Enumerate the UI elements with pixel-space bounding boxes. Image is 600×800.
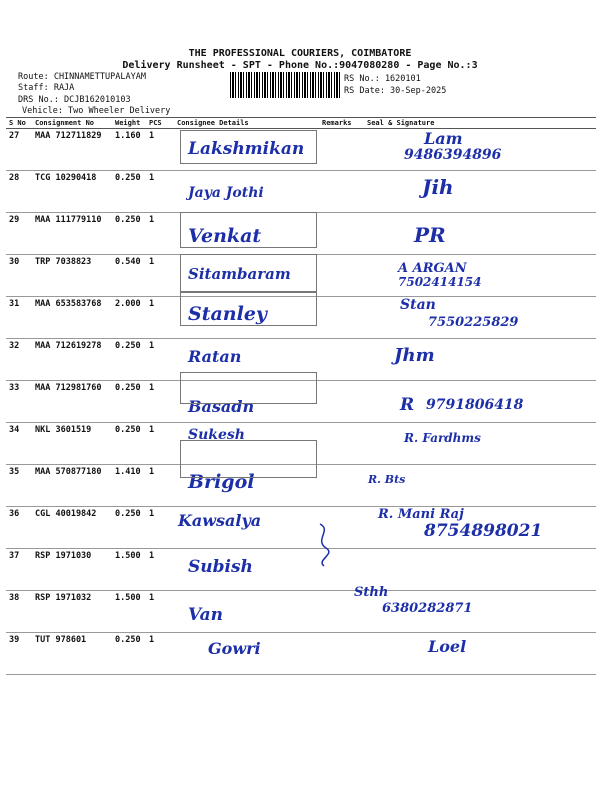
cell-consignee [174, 591, 319, 633]
col-seal: Seal & Signature [364, 118, 596, 129]
name-box [180, 372, 317, 404]
cell-pcs: 1 [146, 297, 174, 339]
cell-sno: 30 [6, 255, 32, 297]
cell-weight: 0.250 [112, 213, 146, 255]
handwritten-phone: 8754898021 [424, 521, 543, 541]
handwritten-name: Brigol [188, 471, 255, 493]
handwritten-signature: Jhm [394, 345, 435, 366]
cell-pcs: 1 [146, 381, 174, 423]
name-box [180, 212, 317, 248]
cell-remarks [319, 213, 364, 255]
handwritten-phone: 6380282871 [382, 601, 473, 616]
scribble-mark [310, 520, 340, 570]
cell-seal [364, 339, 596, 381]
cell-pcs: 1 [146, 549, 174, 591]
cell-consignee [174, 507, 319, 549]
name-box [180, 130, 317, 164]
cell-sno: 33 [6, 381, 32, 423]
cell-consignment: CGL 40019842 [32, 507, 112, 549]
cell-seal [364, 507, 596, 549]
handwritten-name: Ratan [188, 347, 242, 366]
cell-seal [364, 381, 596, 423]
cell-remarks [319, 633, 364, 675]
cell-weight: 1.160 [112, 129, 146, 171]
cell-remarks [319, 339, 364, 381]
handwritten-name: Sukesh [188, 427, 245, 443]
cell-consignment: MAA 653583768 [32, 297, 112, 339]
handwritten-name: Lakshmikan [188, 139, 305, 159]
cell-seal [364, 465, 596, 507]
cell-consignment: RSP 1971032 [32, 591, 112, 633]
cell-consignment: MAA 712619278 [32, 339, 112, 381]
table-header [6, 118, 596, 129]
cell-pcs: 1 [146, 129, 174, 171]
barcode-image [230, 72, 340, 98]
cell-weight: 0.540 [112, 255, 146, 297]
cell-weight: 0.250 [112, 171, 146, 213]
cell-remarks [319, 423, 364, 465]
cell-pcs: 1 [146, 465, 174, 507]
col-remarks: Remarks [319, 118, 364, 129]
cell-remarks [319, 297, 364, 339]
cell-consignment: TRP 7038823 [32, 255, 112, 297]
name-box [180, 254, 317, 292]
cell-consignee [174, 171, 319, 213]
cell-weight: 1.410 [112, 465, 146, 507]
handwritten-signature: R. Fardhms [404, 431, 481, 445]
cell-consignment: TCG 10290418 [32, 171, 112, 213]
cell-remarks [319, 171, 364, 213]
cell-sno: 35 [6, 465, 32, 507]
runsheet-subtitle: Delivery Runsheet - SPT - Phone No.:9047080280 - Page No.:3 [122, 60, 478, 71]
handwritten-name: Jaya Jothi [188, 185, 264, 201]
col-consignment: Consignment No [32, 118, 112, 129]
cell-pcs: 1 [146, 633, 174, 675]
handwritten-name: Subish [188, 557, 253, 577]
cell-weight: 0.250 [112, 339, 146, 381]
cell-remarks [319, 129, 364, 171]
cell-consignment: MAA 570877180 [32, 465, 112, 507]
cell-consignment: MAA 712711829 [32, 129, 112, 171]
drs-number: DRS No.: DCJB162010103 [18, 95, 131, 105]
handwritten-phone: 7550225829 [428, 315, 519, 330]
cell-remarks [319, 255, 364, 297]
handwritten-signature: Stan [400, 297, 436, 313]
cell-sno: 39 [6, 633, 32, 675]
handwritten-phone: 9486394896 [404, 147, 502, 163]
cell-consignee [174, 549, 319, 591]
cell-seal [364, 129, 596, 171]
cell-sno: 27 [6, 129, 32, 171]
cell-weight: 0.250 [112, 633, 146, 675]
cell-seal [364, 171, 596, 213]
cell-pcs: 1 [146, 171, 174, 213]
col-sno: S No [6, 118, 32, 129]
handwritten-phone: 7502414154 [398, 275, 482, 289]
handwritten-phone: 9791806418 [426, 397, 524, 413]
cell-weight: 1.500 [112, 591, 146, 633]
handwritten-signature: R [400, 395, 415, 415]
handwritten-name: Stanley [188, 303, 267, 325]
cell-seal [364, 213, 596, 255]
cell-consignment: RSP 1971030 [32, 549, 112, 591]
table-row [6, 591, 596, 633]
company-title: THE PROFESSIONAL COURIERS, COIMBATORE [188, 48, 412, 59]
cell-consignee [174, 633, 319, 675]
table-row [6, 171, 596, 213]
cell-seal [364, 255, 596, 297]
handwritten-signature: Lam [424, 129, 463, 148]
cell-seal [364, 297, 596, 339]
name-box [180, 292, 317, 326]
table-row [6, 633, 596, 675]
cell-sno: 31 [6, 297, 32, 339]
name-box [180, 440, 317, 478]
route-label: Route: CHINNAMETTUPALAYAM [18, 72, 146, 82]
handwritten-signature: R. Mani Raj [378, 507, 464, 522]
table-row [6, 549, 596, 591]
cell-sno: 38 [6, 591, 32, 633]
cell-sno: 32 [6, 339, 32, 381]
handwritten-name: Basadn [188, 397, 255, 416]
cell-sno: 37 [6, 549, 32, 591]
cell-pcs: 1 [146, 213, 174, 255]
cell-pcs: 1 [146, 339, 174, 381]
cell-weight: 2.000 [112, 297, 146, 339]
col-weight: Weight [112, 118, 146, 129]
cell-remarks [319, 465, 364, 507]
handwritten-name: Venkat [188, 225, 262, 247]
handwritten-signature: Sthh [354, 585, 389, 600]
col-consignee: Consignee Details [174, 118, 319, 129]
rs-number: RS No.: 1620101 [344, 74, 421, 84]
cell-consignment: MAA 712981760 [32, 381, 112, 423]
cell-weight: 0.250 [112, 507, 146, 549]
handwritten-signature: Loel [428, 637, 467, 656]
table-row [6, 507, 596, 549]
handwritten-signature: Jih [422, 175, 454, 199]
col-pcs: PCS [146, 118, 174, 129]
cell-pcs: 1 [146, 507, 174, 549]
staff-label: Staff: RAJA [18, 83, 75, 93]
cell-weight: 0.250 [112, 423, 146, 465]
cell-sno: 29 [6, 213, 32, 255]
cell-sno: 28 [6, 171, 32, 213]
handwritten-signature: A ARGAN [398, 261, 467, 276]
cell-sno: 36 [6, 507, 32, 549]
handwritten-name: Gowri [208, 639, 261, 658]
cell-seal [364, 549, 596, 591]
cell-remarks [319, 381, 364, 423]
cell-consignment: TUT 978601 [32, 633, 112, 675]
cell-consignment: MAA 111779110 [32, 213, 112, 255]
cell-weight: 0.250 [112, 381, 146, 423]
handwritten-signature: R. Bts [368, 473, 406, 486]
cell-pcs: 1 [146, 255, 174, 297]
vehicle-label: Vehicle: Two Wheeler Delivery [22, 106, 171, 116]
rs-date: RS Date: 30-Sep-2025 [344, 86, 447, 96]
cell-pcs: 1 [146, 591, 174, 633]
cell-pcs: 1 [146, 423, 174, 465]
cell-weight: 1.500 [112, 549, 146, 591]
cell-seal [364, 423, 596, 465]
cell-seal [364, 633, 596, 675]
handwritten-name: Van [188, 605, 224, 625]
handwritten-name: Sitambaram [188, 265, 291, 283]
handwritten-signature: PR [414, 223, 446, 247]
cell-consignment: NKL 3601519 [32, 423, 112, 465]
cell-sno: 34 [6, 423, 32, 465]
handwritten-name: Kawsalya [178, 511, 262, 530]
cell-seal [354, 585, 596, 633]
